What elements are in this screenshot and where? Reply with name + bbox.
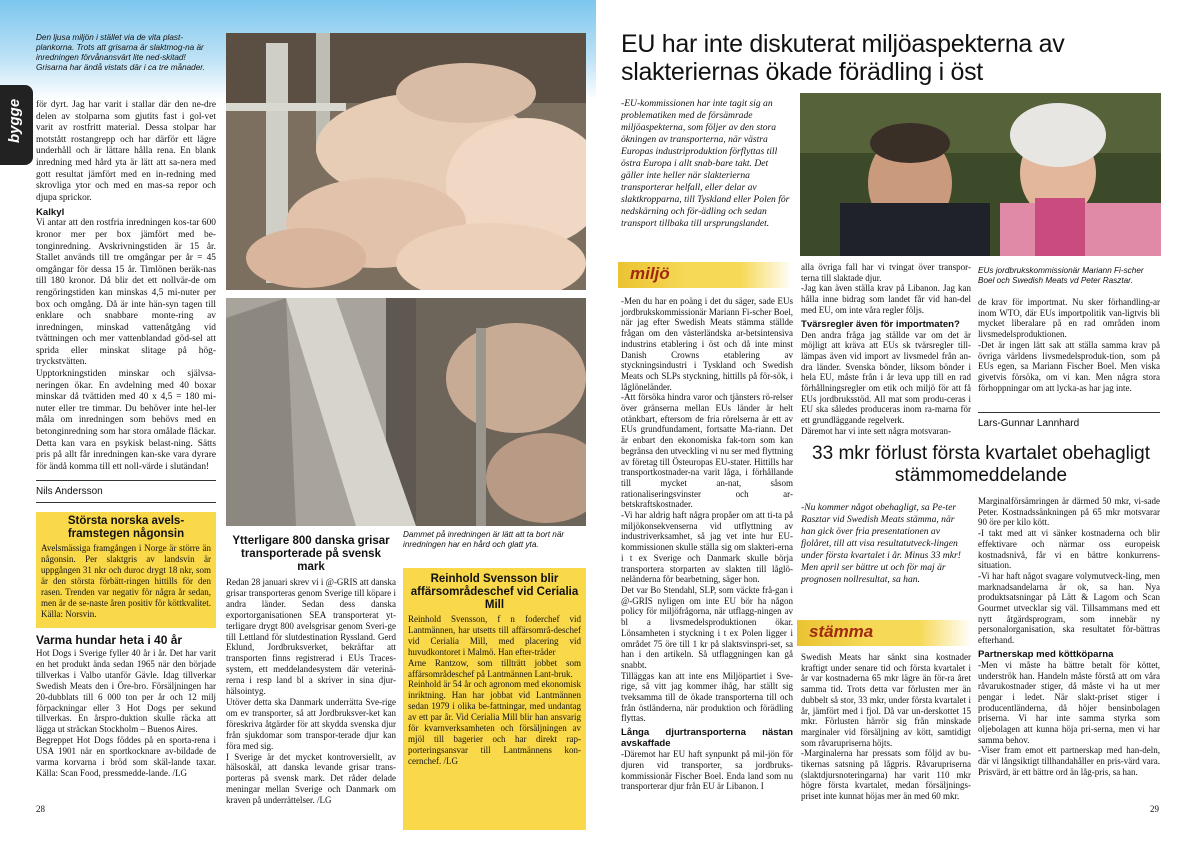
kalkyl-paragraph: Vi antar att den rostfria inredningen kos-tar 600 kronor mer per box jämfört med be-tonginredning. Avskrivningstiden är 15 år. Stallet används till tre omgångar per år = 45 omgångar för dessa 15 år. Timlönen beräk-nas till 180 kronor. Då blir det ett nollvär-de om rengöringstiden kan minskas 4,5 mi-nuter per box och omgång. Då är inte hän-syn tagen till enklare och snabbare monte-ring av inredningen, minskad vattenåtgång vid tvättningen och mer vattenblandad göd-sel att sprida eller minskat slitage på hög-tryckstvätten. <box>36 218 216 368</box>
right-col2-body <box>978 496 1160 778</box>
right-col-paragraph: de krav för importmat. Nu sker förhandling-ar inom WTO, där EUs importpolitik van-ligtvis bli mycket liberalare på en rad områden inom livsmedelsproduktionen. <box>978 297 1160 340</box>
right-col-body <box>978 297 1160 393</box>
pen-interior-illustration <box>226 298 586 526</box>
page-number-right: 29 <box>1150 804 1159 814</box>
norway-box-title: Största norska avels-framstegen någonsin <box>67 515 185 540</box>
tag-stamma: stämma <box>809 622 874 641</box>
danish-body <box>226 577 396 806</box>
right-col2-paragraph-2: -I takt med att vi sänker kostnaderna och blir effektivare och närmar oss europeisk kostnadsnivå, får vi en bättre konkurrens-situation. <box>978 528 1160 571</box>
longer-paragraph: -Däremot har EU haft synpunkt på mil-jön för djuren vid transporter, sa jordbruks-kommissionär Fischer Boel. Enda land som nu transporterar djur från EU är Libanon. I <box>621 749 793 792</box>
miljo-paragraph-5: Tilläggas kan att inte ens Miljöpartiet i Sve-rige, så vitt jag kommer ihåg, har ställt sig tveksamma till de ökade transporterna till och från östländerna, när produktion och förädling flyttas. <box>621 670 793 724</box>
longer-heading: Långa djurtransporterna nästan avskaffade <box>621 727 793 750</box>
kalkyl-paragraph-2: Upptorkningstiden minskar och självsa-neringen ökar. En avdelning med 40 boxar minskar då tvättiden med 40 x 4,5 = 180 mi-nuter eller tre timmar. Du behöver inte hel-ler måla om inredningen som behövs med en betonginredning som har stora omålade fläckar. Detta kan vara en psykisk belast-ning. Sätts pris på allt får inredningen kan-ske vara dyrare för ändå komma till ett noll-värde i slutändan! <box>36 369 216 472</box>
reinhold-news-box <box>403 568 586 830</box>
norway-news-box <box>36 512 216 628</box>
second-headline: 33 mkr förlust första kvartalet obehagligt stämmomeddelande <box>812 443 1150 486</box>
danish-paragraph: Redan 28 januari skrev vi i @-GRIS att danska grisar transporteras genom Sverige till köpare i andra länder. Sedan dess danska exportorganisationen SEA transporterat yt-terligare drygt 800 avelsgrisar genom Sveri-ge till Lettland för slutdestination Ryssland. Gerd Eklund, Jordbruksverket, bekräftar att transporten finns registrerad i EUs Traces-system, ett meddelandesystem där veterinä-rerna i resp land bl a skriver in sina djur-hälsointyg. <box>226 577 396 697</box>
stamma-body <box>801 652 971 802</box>
author1: Nils Andersson <box>36 486 103 497</box>
right-col-paragraph-2: -Det är ingen lätt sak att ställa samma krav på övriga världens livsmedelsproduk-tion, som på EUs egen, sa Mariann Fischer Boel. Men viska givetvis försöka, om vi kan. Men några stora förhoppningar om att lycka-as har jag inte. <box>978 339 1160 393</box>
commissioner-photo-illustration <box>800 93 1161 256</box>
danish-title: Ytterligare 800 danska grisar transporterade på svensk mark <box>232 535 390 573</box>
lead2-paragraph: -Nu kommer något obehagligt, sa Pe-ter Rasztar vid Swedish Meats stämma, när han gick över fria presentationen av fjolåret, till att visa resultatutveck-lingen under första kvartalet i år. Minus 33 mkr! Men april ser bättre ut och för maj är prognosen nollresultat, sa han. <box>801 502 961 585</box>
miljo-body <box>621 296 793 792</box>
author2-rule-top <box>978 412 1160 413</box>
miljo-paragraph-4: Det var Bo Stendahl, SLP, som väckte frå-gan i @-GRIS nyligen om inte EU bör ha någon policy för miljöfrågorna, när utflagg-ningen av bl a livsmedelsproduktionen ökar. Lönsamheten i styckning i t ex Polen ligger i området 75 öre till 1 kr på slaktsvinspri-set, sa han i den artikeln. Så utflaggningen kan gå snabbt. <box>621 584 793 670</box>
reinhold-paragraph-2: Arne Rantzow, som tillträtt jobbet som affärsområdeschef på Lantmännen Lant-bruk. <box>408 657 581 679</box>
partner-paragraph-2: -Viser fram emot ett partnerskap med han-deln, där vi långsiktigt tillhandahåller en pris-värd vara. Prisvärd, är ett bättre ord än låg-pris, sa han. <box>978 745 1160 777</box>
hotdog-paragraph: Hot Dogs i Sverige fyller 40 år i år. Det har varit en het produkt ända sedan 1965 när den började tillverkas i Valbo utanför Gävle. Idag tillverkar Swedish Meats den i Öre-bro. Försäljningen har 20-dubblats till 6 000 ton per år och 12 milj förpackningar eller 3 Hot Dogs per sekund tillverkas. En årspro-duktion skulle räcka att lägga ut sträckan Stockholm – Buenos Aires. <box>36 648 216 735</box>
miljo-paragraph-3: -Vi har aldrig haft några propåer om att ti-ta på miljökonsekvenserna vid utflyttning av industriverksamhet, så jag vet inte hur EU-kommissionen skulle ställa sig om slakteri-erna i t ex Sverige och Danmark skulle börja transportera storparten av slakten till låglö-neländerna för bearbetning, säger hon. <box>621 510 793 585</box>
photo2-caption: Dammet på inredningen är lätt att ta bort när inredningen har en hård och glatt yta. <box>403 530 565 549</box>
page-number-left: 28 <box>36 804 45 814</box>
reinhold-paragraph: Reinhold Svensson, f n foderchef vid Lantmännen, har utsetts till affärsområ-deschef vid Cerialia Mill, med placering vid huvudkontoret i Malmö. Han efter-träder <box>408 614 581 657</box>
col1-body <box>36 100 216 473</box>
hotdog-title: Varma hundar heta i 40 år <box>36 633 183 647</box>
danish-paragraph-3: I Sverige är det mycket kontroversiellt, av hälsoskäl, att danska levande grisar trans-porteras på svensk mark. Det råder delade meningar mellan Sverige och Danmark om kraven på underrättelser. /LG <box>226 751 396 806</box>
photo-pigs-in-pen <box>226 33 586 290</box>
miljo-paragraph-2: -Att försöka hindra varor och tjänsters rö-relser över gränserna mellan EUs länder är helt otänkbart, eftersom de fria rörelserna är ett av EUs grundfundament, fortsatte Ma-riann. Det är enbart den ekonomiska fak-torn som kan begränsa den utveckling vi nu ser med flyttning av företag till Östeuropas EU-stater. Hittills har transportkostnader-na varit låga, i förhållande till mycket an-nat, såsom rationaliseringsvinster och ar-betskraftskostnader. <box>621 392 793 510</box>
tag-miljo: miljö <box>630 264 670 283</box>
tag-stamma-bar <box>797 620 972 646</box>
reinhold-paragraph-3: Reinhold är 54 år och agronom med ekonomisk inriktning. Han har jobbat vid Lantmännen sedan 1979 i olika be-fattningar, med undantag av ett par år. Vid Cerialia Mill blir han ansvarig för kvarnverksamheten och försäljningen av mjöl till bagerier och har direkt rap-porteringsansvar till Lantmännens kon-cernchef. /LG <box>408 679 581 766</box>
author1-rule-bottom <box>36 502 216 503</box>
pigs-photo-illustration <box>226 33 586 290</box>
mid-col-paragraph: alla övriga fall har vi tvingat över transpor-terna till slaktade djur. <box>801 262 971 283</box>
kalkyl-heading: Kalkyl <box>36 207 65 219</box>
right-col2-paragraph-3: -Vi har haft något svagare volymutveck-ling, men marknadsandelarna är ok, sa han. Nya produktsatsningar på Lätt & Lagom och Scan Gourmet utvecklar sig väl. Tillsammans med ett nytt åtgärdsprogram, som innebär ny personalorganisation, ska resultatet för-bättras efterhand. <box>978 570 1160 646</box>
partner-heading: Partnerskap med köttköparna <box>978 648 1114 660</box>
col1-paragraph: för dyrt. Jag har varit i stallar där den ne-dre delen av stolparna som gjutits fast i gol-vet varit av rostfritt material. Dessa stolpar har motstått rostangrepp och har därför ett lägre underhåll och är lättare hålla rena. En blank inredning med hård yta är lätt att sa-nera med gott resultat jämfört med en in-redning med skrovliga ytor och med en mas-sa repor och djupa sprickor. <box>36 100 216 203</box>
section-tab-label: bygge <box>6 98 23 143</box>
main-headline: EU har inte diskuterat miljöaspekterna av slakteriernas ökade förädling i öst <box>621 30 1065 86</box>
hotdog-paragraph-2: Begreppet Hot Dogs föddes på en sporta-rena i USA 1901 när en sportkocknare av-bildade de varma korvarna i bröd som skäl-lande taxar. Källa: Scan Food, pressmedde-lande. /LG <box>36 735 216 778</box>
author2: Lars-Gunnar Lannhard <box>978 418 1080 429</box>
stamma-paragraph: Swedish Meats har sänkt sina kostnader kraftigt under senare tid och första kvartalet i år var kostnaderna 65 mkr lägre än för-ra året samma tid. Trots detta var förlusten mer än dubbelt så stor, 33 mkr, under första kvartalet i år, jämfört med i fjol. Då var un-derskottet 15 mkr. Förlusten härrör sig från minskade marginaler vid försäljning av kött, samtidigt som råvarupriserna höjts. <box>801 652 971 748</box>
mid-col-paragraph-2: -Jag kan även ställa krav på Libanon. Jag kan hålla inne bidrag som landet får vid han-del med EU, om inte våra regler följs. <box>801 283 971 315</box>
import-paragraph: Den andra fråga jag ställde var om det är möjligt att kräva att EUs sk tvärsregler till-lämpas även vid import av livsmedel från an-dra länder. Svenska bönder, liksom bönder i hela EU, måste från i år leva upp till en rad förhållningsregler om etik och miljö för att få EUs jordbruksstöd. All mat som produ-ceras i EU ska således produceras inom ra-marna för ett grundläggande regelverk. <box>801 329 971 426</box>
photo-commissioner <box>800 93 1161 256</box>
import-paragraph-2: Däremot har vi inte sett några motsvaran- <box>801 425 951 436</box>
mid-col-body <box>801 262 971 437</box>
norway-box-body: Avelsmässiga framgången i Norge är större än någonsin. Per slaktgris av landsvin är uppgången 31 nkr och duroc drygt 18 nkr, som är den största förbätt-ringen hittills för den rasen. Trenden var negativ för några år sedan, men är de se-naste åren positiv för köttkvalitet. Källa: Norsvin. <box>41 543 211 619</box>
partner-paragraph: -Men vi måste ha bättre betalt för köttet, underströk han. Handeln måste förstå att om våra råvarukostnader stiger, då måste vi ha ut mer pengar i ledet. När slakt-priset stiger i producentländerna, då höjer bensinbolagen priserna. Vi har inte samma styrka som oljebolagen att kunna höja pri-serna, men vi har samma behov. <box>978 659 1160 745</box>
reinhold-title: Reinhold Svensson blir affärsområdeschef vid Cerialia Mill <box>410 573 579 611</box>
miljo-paragraph: -Men du har en poäng i det du säger, sade EUs jordbrukskommissionär Mariann Fi-scher Boel, när jag efter Swedish Meats stämma ställde frågan om den västerländska ar-betsintensiva industrins etablering i öst och då inte minst Danish Crowns etablering av styckningsindustri i Tyskland och Swedish Meats och SLPs styckning, hittills på för-sök, i låglöneländer. <box>621 296 793 392</box>
tag-miljo-bar <box>618 262 793 288</box>
author1-rule-top <box>36 480 216 481</box>
right-col2-paragraph: Marginalförsämringen är därmed 50 mkr, vi-sade Peter. Kostnadssänkningen på 65 mkr motsvarar 90 öre per kilo kött. <box>978 496 1160 528</box>
reinhold-body <box>403 614 586 767</box>
danish-paragraph-2: Utöver detta ska Danmark underrätta Sve-rige om ev transporter, så att Jordbruksver-ket kan föreskriva åtgärder för att skydda svenska djur från sjukdomar som transpor-terade djur kan föra med sig. <box>226 696 396 751</box>
photo3-caption: EUs jordbrukskommissionär Mariann Fi-scher Boel och Swedish Meats vd Peter Rasztar. <box>978 266 1144 285</box>
import-heading: Tvärsregler även för importmaten? <box>801 318 960 330</box>
stamma-paragraph-2: -Marginalerna har pressats som följd av bu-tikernas satsning på lågpris. Råvarupriserna (slaktdjursnoteringarna) har varit 110 mkr högre första kvartalet, medan försäljnings-priset inte kunnat höjas mer än med 60 mkr. <box>801 748 971 802</box>
intro-caption: Den ljusa miljön i stället via de vita plast-plankorna. Trots att grisarna är slaktmog-na är inredningen förvånansvärt lite ned-skitad! Grisarna har ändå vistats där i ca tre månader. <box>36 33 205 72</box>
hotdog-body <box>36 648 216 779</box>
lead-paragraph: -EU-kommissionen har inte tagit sig an problematiken med de försämrade miljöaspekterna, som följer av den stora ökningen av transporterna, när västra Europas industriproduktion förflyttas till östra Europa i allt snab-bare takt. Det gäller inte heller när slakterierna transporterar helfall, eller delar av slaktkropparna, till Tyskland eller Polen för nedskärning och för-ädling och sedan transport tillbaka till ursprungslandet. <box>621 98 790 229</box>
photo-pen-interior <box>226 298 586 526</box>
section-tab <box>0 85 33 165</box>
